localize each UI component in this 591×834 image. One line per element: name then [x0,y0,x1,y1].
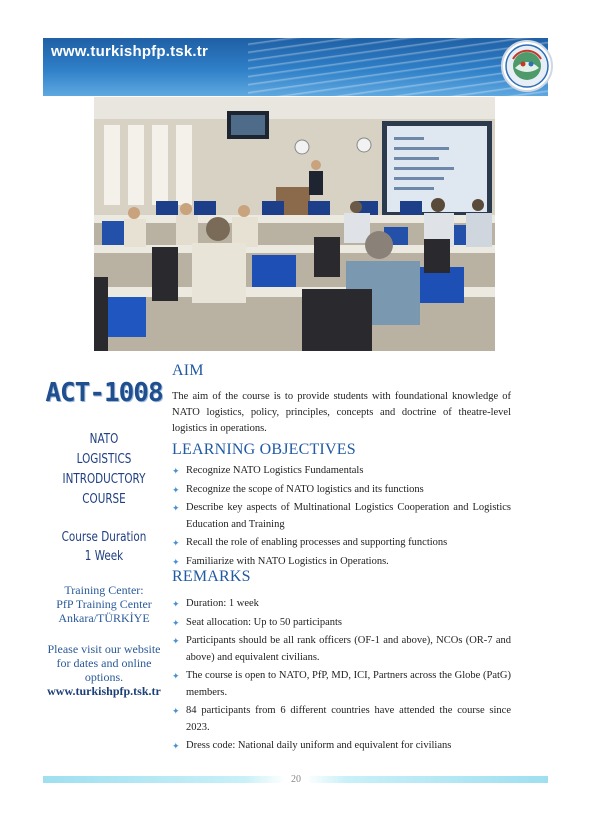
list-item: ✦ Recall the role of enabling processes and supporting functions [172,535,511,552]
visit-text-line: Please visit our website [47,642,161,656]
bullet-icon: ✦ [172,617,180,628]
list-item: ✦ 84 participants from 6 different countries have attended the course since 2023. [172,705,511,733]
training-center-info [36,583,172,625]
page-number: 20 [283,774,309,785]
classroom-illustration [94,97,495,351]
list-item: ✦ Recognize NATO Logistics Fundamentals [172,463,511,480]
learning-objectives-list [172,463,511,572]
bullet-icon: ✦ [172,599,180,609]
course-duration [50,528,159,566]
bullet-icon: ✦ [172,503,180,513]
header-url-link[interactable]: www.turkishpfp.tsk.tr [51,43,208,60]
training-center-name: PfP Training Center [56,597,152,611]
website-link[interactable]: www.turkishpfp.tsk.tr [47,684,161,698]
duration-label: Course Duration [61,530,147,545]
list-item: ✦ Familiarize with NATO Logistics in Operations. [172,554,511,571]
course-title-line: NATO [89,432,119,447]
pfp-center-logo [501,40,553,92]
remarks-heading: REMARKS [172,568,251,585]
logo-emblem-icon [503,42,551,90]
training-center-location: Ankara/TÜRKİYE [58,611,150,625]
course-title [50,430,159,510]
learning-objectives-heading: LEARNING OBJECTIVES [172,441,356,458]
duration-value: 1 Week [84,549,124,564]
list-item: ✦ Duration: 1 week [172,596,511,613]
list-item: ✦ Participants should be all rank officers (OF-1 and above), NCOs (OR-7 and above) and equivalent civilians. [172,635,511,663]
classroom-photo [94,97,495,351]
training-center-label: Training Center: [64,583,144,597]
bullet-icon: ✦ [172,636,180,646]
list-item: ✦ The course is open to NATO, PfP, MD, ICI, Partners across the Globe (PatG) members. [172,670,511,698]
remarks-list [172,596,511,757]
list-item: ✦ Seat allocation: Up to 50 participants [172,615,511,632]
list-item: ✦ Recognize the scope of NATO logistics and its functions [172,482,511,499]
bullet-icon: ✦ [172,671,180,681]
course-title-line: COURSE [82,492,126,507]
aim-text: The aim of the course is to provide students with foundational knowledge of NATO logistics, policy, principles, concepts and doctrine of theatre-level logistics in operations. [172,391,511,434]
list-item: ✦ Dress code: National daily uniform and equivalent for civilians [172,738,511,755]
list-item: ✦ Describe key aspects of Multinational Logistics Cooperation and Logistics Education and Training [172,502,511,530]
visit-text-line: for dates and online [56,656,152,670]
bullet-icon: ✦ [172,466,180,476]
bullet-icon: ✦ [172,556,180,567]
bullet-icon: ✦ [172,741,180,751]
course-title-line: LOGISTICS [76,452,132,467]
course-title-line: INTRODUCTORY [62,472,146,487]
bullet-icon: ✦ [172,706,180,716]
website-visit-info [36,642,172,698]
visit-text-line: options. [84,670,124,684]
bullet-icon: ✦ [172,538,180,548]
course-code: ACT-1008 [45,378,163,408]
aim-heading: AIM [172,362,204,379]
bullet-icon: ✦ [172,484,180,495]
header-banner [43,38,548,96]
